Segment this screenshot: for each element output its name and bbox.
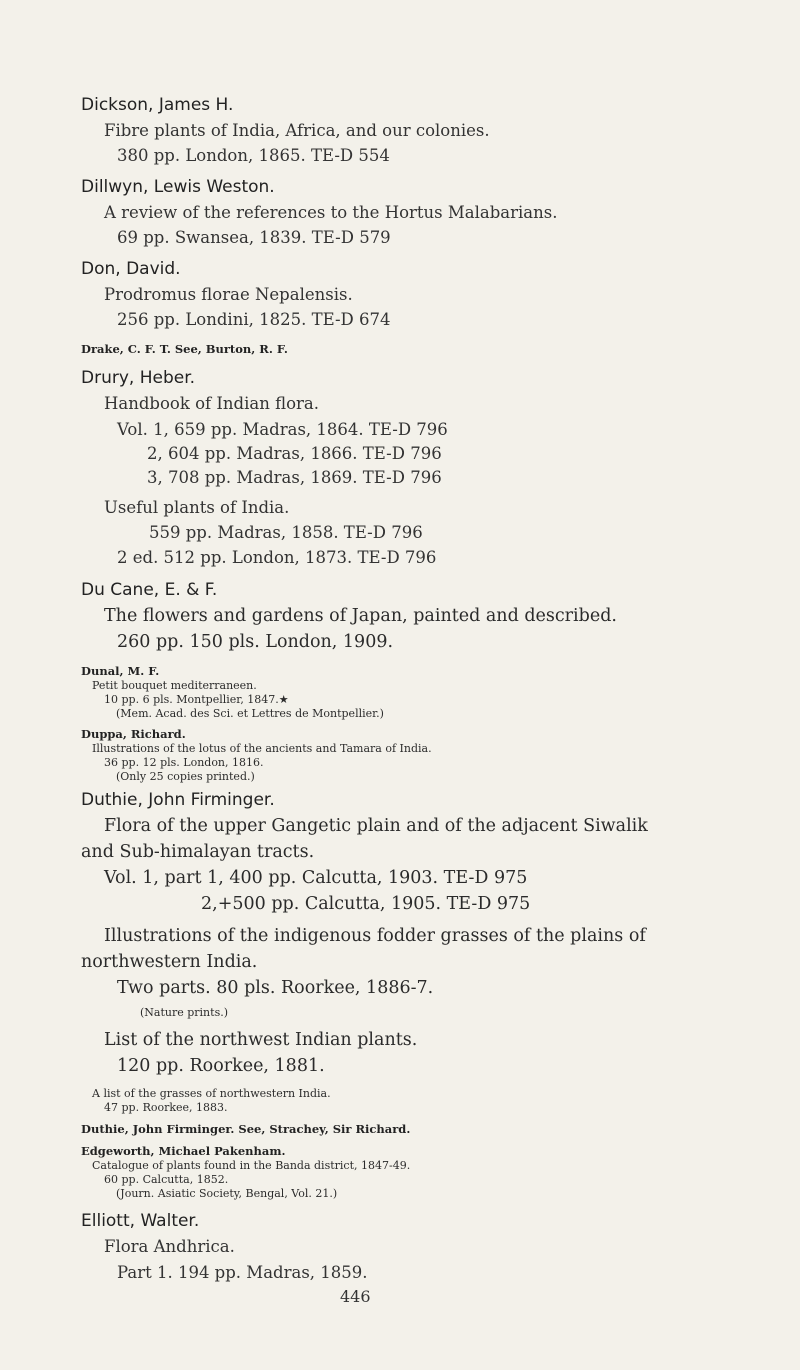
entry-title-dillwyn: A review of the references to the Hortus Malabarians. <box>104 203 558 222</box>
entry-note-edgeworth: (Journ. Asiatic Society, Bengal, Vol. 21.) <box>116 1187 338 1200</box>
entry-ed-drury-1: 559 pp. Madras, 1858. TE-D 796 <box>149 523 423 542</box>
entry-vol-duthie-2: 2,+500 pp. Calcutta, 1905. TE-D 975 <box>201 894 531 914</box>
entry-author-dillwyn: Dillwyn, Lewis Weston. <box>81 177 275 197</box>
entry-author-ducane: Du Cane, E. & F. <box>81 580 218 600</box>
entry-title-ducane: The flowers and gardens of Japan, painted and described. <box>104 606 617 626</box>
entry-pub-ducane: 260 pp. 150 pls. London, 1909. <box>117 632 394 652</box>
entry-title-duthie-list: List of the northwest Indian plants. <box>104 1030 418 1050</box>
entry-author-dunal: Dunal, M. F. <box>81 664 160 678</box>
entry-title-drury-useful: Useful plants of India. <box>104 498 290 517</box>
cross-reference-drake: Drake, C. F. T. See, Burton, R. F. <box>81 342 288 356</box>
entry-title-don: Prodromus florae Nepalensis. <box>104 285 353 304</box>
entry-author-duthie: Duthie, John Firminger. <box>81 790 275 810</box>
entry-pub-edgeworth: 60 pp. Calcutta, 1852. <box>104 1173 229 1186</box>
entry-pub-don: 256 pp. Londini, 1825. TE-D 674 <box>117 310 391 329</box>
entry-title-drury-handbook: Handbook of Indian flora. <box>104 394 319 413</box>
entry-pub-duthie-grasses: 47 pp. Roorkee, 1883. <box>104 1101 228 1114</box>
entry-pub-dillwyn: 69 pp. Swansea, 1839. TE-D 579 <box>117 228 391 247</box>
entry-note-duppa: (Only 25 copies printed.) <box>116 770 255 783</box>
entry-note-dunal: (Mem. Acad. des Sci. et Lettres de Montpellier.) <box>116 707 384 720</box>
entry-title-elliott: Flora Andhrica. <box>104 1237 235 1256</box>
entry-pub-elliott: Part 1. 194 pp. Madras, 1859. <box>117 1263 368 1282</box>
entry-vol-drury-1: Vol. 1, 659 pp. Madras, 1864. TE-D 796 <box>117 420 448 439</box>
entry-author-elliott: Elliott, Walter. <box>81 1211 200 1231</box>
entry-author-duppa: Duppa, Richard. <box>81 727 186 741</box>
entry-author-dickson: Dickson, James H. <box>81 95 234 115</box>
entry-ed-drury-2: 2 ed. 512 pp. London, 1873. TE-D 796 <box>117 548 437 567</box>
cross-reference-duthie: Duthie, John Firminger. See, Strachey, Sir Richard. <box>81 1122 411 1136</box>
entry-title-duthie-grasses: A list of the grasses of northwestern India. <box>92 1087 331 1100</box>
entry-author-drury: Drury, Heber. <box>81 368 196 388</box>
entry-title-duthie-flora-1: Flora of the upper Gangetic plain and of the adjacent Siwalik <box>104 816 648 836</box>
entry-vol-drury-2: 2, 604 pp. Madras, 1866. TE-D 796 <box>147 444 442 463</box>
entry-title-edgeworth: Catalogue of plants found in the Banda district, 1847-49. <box>92 1159 411 1172</box>
entry-title-duthie-flora-2: and Sub-himalayan tracts. <box>81 842 315 862</box>
entry-vol-duthie-1: Vol. 1, part 1, 400 pp. Calcutta, 1903. TE-D 975 <box>104 868 528 888</box>
entry-pub-dunal: 10 pp. 6 pls. Montpellier, 1847.★ <box>104 693 289 706</box>
page-number: 446 <box>340 1287 371 1306</box>
entry-pub-duthie-list: 120 pp. Roorkee, 1881. <box>117 1056 325 1076</box>
entry-title-duthie-illustrations-1: Illustrations of the indigenous fodder grasses of the plains of <box>104 926 646 946</box>
entry-note-duthie-illustrations: (Nature prints.) <box>140 1006 228 1019</box>
entry-title-dunal: Petit bouquet mediterraneen. <box>92 679 257 692</box>
entry-pub-dickson: 380 pp. London, 1865. TE-D 554 <box>117 146 390 165</box>
entry-author-edgeworth: Edgeworth, Michael Pakenham. <box>81 1144 286 1158</box>
entry-pub-duthie-illustrations: Two parts. 80 pls. Roorkee, 1886-7. <box>117 978 434 998</box>
entry-pub-duppa: 36 pp. 12 pls. London, 1816. <box>104 756 264 769</box>
entry-title-dickson: Fibre plants of India, Africa, and our colonies. <box>104 121 490 140</box>
entry-vol-drury-3: 3, 708 pp. Madras, 1869. TE-D 796 <box>147 468 442 487</box>
entry-title-duthie-illustrations-2: northwestern India. <box>81 952 258 972</box>
entry-author-don: Don, David. <box>81 259 181 279</box>
entry-title-duppa: Illustrations of the lotus of the ancients and Tamara of India. <box>92 742 432 755</box>
